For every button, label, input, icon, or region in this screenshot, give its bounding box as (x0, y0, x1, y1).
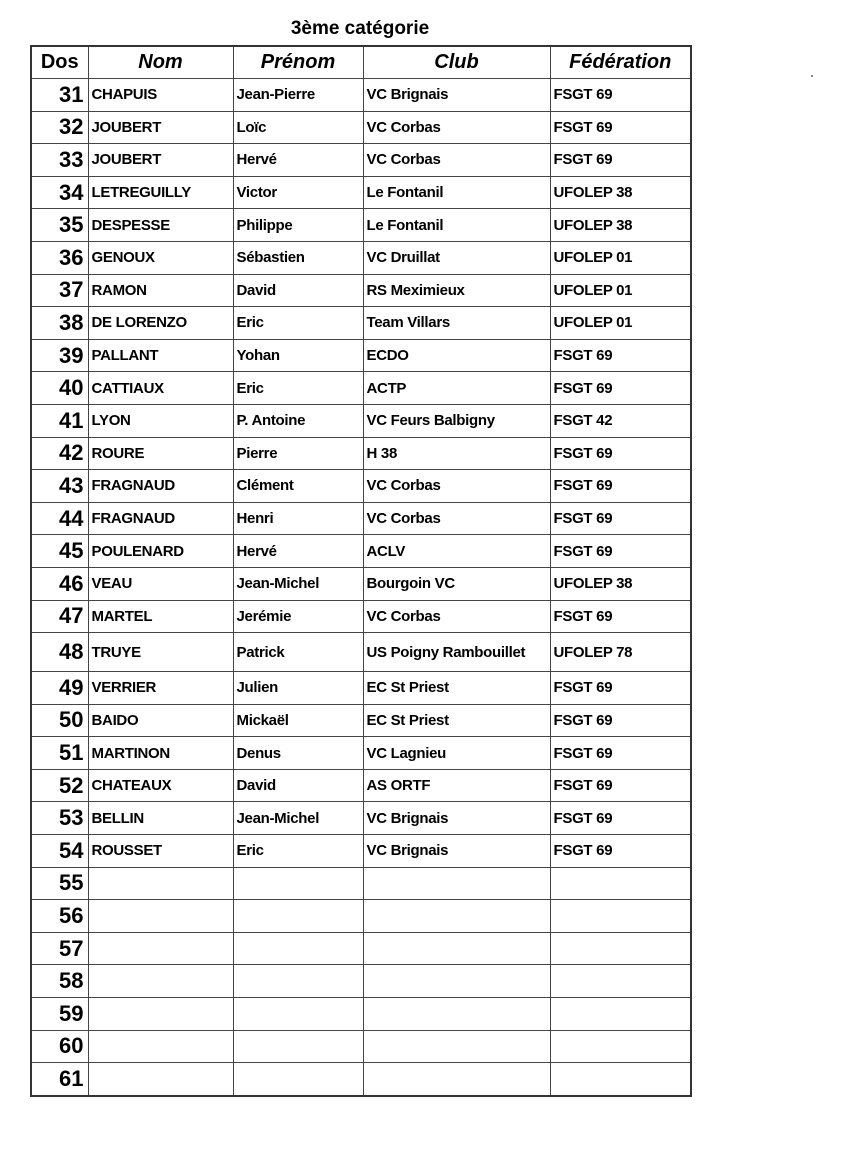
cell-federation: FSGT 69 (550, 470, 691, 503)
cell-federation (550, 998, 691, 1031)
cell-club: VC Druillat (363, 241, 550, 274)
table-row (31, 704, 691, 737)
cell-club: EC St Priest (363, 672, 550, 705)
cell-dos: 46 (31, 567, 88, 600)
cell-prenom (233, 867, 363, 900)
cell-dos: 50 (31, 704, 88, 737)
cell-federation: UFOLEP 01 (550, 274, 691, 307)
table-row (31, 176, 691, 209)
header-club: Club (363, 46, 550, 79)
table-row (31, 470, 691, 503)
cell-club (363, 1030, 550, 1063)
cell-nom: MARTEL (88, 600, 233, 633)
cell-federation (550, 932, 691, 965)
cell-federation: FSGT 69 (550, 769, 691, 802)
cell-dos: 51 (31, 737, 88, 770)
cell-club: VC Corbas (363, 502, 550, 535)
cell-prenom: P. Antoine (233, 404, 363, 437)
cell-prenom: Pierre (233, 437, 363, 470)
table-row (31, 769, 691, 802)
cell-prenom: Jean-Pierre (233, 79, 363, 112)
cell-nom: MARTINON (88, 737, 233, 770)
cell-prenom (233, 932, 363, 965)
cell-nom: LETREGUILLY (88, 176, 233, 209)
cell-nom: PALLANT (88, 339, 233, 372)
cell-nom: GENOUX (88, 241, 233, 274)
cell-federation: UFOLEP 38 (550, 567, 691, 600)
cell-dos: 60 (31, 1030, 88, 1063)
cell-club: VC Feurs Balbigny (363, 404, 550, 437)
cell-prenom (233, 998, 363, 1031)
cell-prenom: Clément (233, 470, 363, 503)
cell-dos: 31 (31, 79, 88, 112)
cell-dos: 33 (31, 144, 88, 177)
cell-club: VC Corbas (363, 600, 550, 633)
table-row (31, 1030, 691, 1063)
cell-federation: FSGT 69 (550, 502, 691, 535)
cell-nom: ROURE (88, 437, 233, 470)
cell-dos: 32 (31, 111, 88, 144)
header-nom: Nom (88, 46, 233, 79)
table-row (31, 307, 691, 340)
table-row (31, 932, 691, 965)
cell-federation: FSGT 69 (550, 802, 691, 835)
cell-federation: FSGT 69 (550, 372, 691, 405)
cell-club: VC Brignais (363, 79, 550, 112)
cell-nom: FRAGNAUD (88, 470, 233, 503)
scan-speck (811, 75, 813, 77)
cell-dos: 39 (31, 339, 88, 372)
cell-nom: LYON (88, 404, 233, 437)
cell-prenom: Hervé (233, 144, 363, 177)
cell-dos: 44 (31, 502, 88, 535)
table-row (31, 144, 691, 177)
cell-prenom: David (233, 769, 363, 802)
cell-dos: 43 (31, 470, 88, 503)
cell-club: RS Meximieux (363, 274, 550, 307)
cell-club (363, 900, 550, 933)
cell-dos: 34 (31, 176, 88, 209)
cell-dos: 48 (31, 633, 88, 672)
cell-club: US Poigny Rambouillet (363, 633, 550, 672)
cell-federation: FSGT 69 (550, 437, 691, 470)
cell-prenom: Victor (233, 176, 363, 209)
table-row (31, 437, 691, 470)
cell-federation: FSGT 69 (550, 600, 691, 633)
cell-prenom: Mickaël (233, 704, 363, 737)
table-row (31, 633, 691, 672)
cell-dos: 56 (31, 900, 88, 933)
cell-federation: UFOLEP 01 (550, 241, 691, 274)
roster-table (30, 45, 692, 1097)
cell-prenom: Patrick (233, 633, 363, 672)
cell-club: VC Corbas (363, 144, 550, 177)
cell-club (363, 965, 550, 998)
cell-nom (88, 900, 233, 933)
cell-prenom: Loïc (233, 111, 363, 144)
header-dos: Dos (31, 46, 88, 79)
cell-dos: 42 (31, 437, 88, 470)
cell-nom: BAIDO (88, 704, 233, 737)
cell-nom: BELLIN (88, 802, 233, 835)
cell-dos: 40 (31, 372, 88, 405)
cell-prenom (233, 1063, 363, 1096)
cell-nom (88, 1063, 233, 1096)
cell-dos: 47 (31, 600, 88, 633)
cell-prenom: Hervé (233, 535, 363, 568)
table-row (31, 1063, 691, 1096)
cell-nom: JOUBERT (88, 111, 233, 144)
cell-dos: 55 (31, 867, 88, 900)
table-row (31, 209, 691, 242)
cell-dos: 45 (31, 535, 88, 568)
cell-prenom: Julien (233, 672, 363, 705)
cell-nom (88, 998, 233, 1031)
cell-club: EC St Priest (363, 704, 550, 737)
cell-nom: CHAPUIS (88, 79, 233, 112)
cell-prenom: Jerémie (233, 600, 363, 633)
table-row (31, 672, 691, 705)
table-row (31, 111, 691, 144)
cell-club: Team Villars (363, 307, 550, 340)
table-row (31, 404, 691, 437)
cell-dos: 38 (31, 307, 88, 340)
cell-federation: FSGT 69 (550, 535, 691, 568)
cell-club: ECDO (363, 339, 550, 372)
table-row (31, 241, 691, 274)
cell-federation (550, 900, 691, 933)
cell-nom (88, 1030, 233, 1063)
cell-federation: FSGT 69 (550, 339, 691, 372)
cell-club: Le Fontanil (363, 176, 550, 209)
cell-nom (88, 965, 233, 998)
cell-federation: FSGT 69 (550, 111, 691, 144)
table-row (31, 802, 691, 835)
cell-prenom: Sébastien (233, 241, 363, 274)
cell-prenom (233, 965, 363, 998)
cell-prenom: Eric (233, 372, 363, 405)
cell-federation: UFOLEP 78 (550, 633, 691, 672)
table-row (31, 502, 691, 535)
table-row (31, 737, 691, 770)
cell-club: VC Lagnieu (363, 737, 550, 770)
cell-nom: JOUBERT (88, 144, 233, 177)
cell-nom: CATTIAUX (88, 372, 233, 405)
table-row (31, 79, 691, 112)
cell-federation: FSGT 69 (550, 737, 691, 770)
table-row (31, 274, 691, 307)
cell-dos: 41 (31, 404, 88, 437)
roster-body (31, 79, 691, 1096)
cell-federation: UFOLEP 38 (550, 176, 691, 209)
header-prenom: Prénom (233, 46, 363, 79)
cell-federation: FSGT 42 (550, 404, 691, 437)
cell-club: VC Brignais (363, 835, 550, 868)
table-row (31, 965, 691, 998)
cell-club (363, 932, 550, 965)
cell-dos: 54 (31, 835, 88, 868)
cell-club: VC Brignais (363, 802, 550, 835)
cell-club: H 38 (363, 437, 550, 470)
cell-nom: CHATEAUX (88, 769, 233, 802)
table-row (31, 600, 691, 633)
cell-federation: FSGT 69 (550, 144, 691, 177)
cell-nom: TRUYE (88, 633, 233, 672)
cell-club: Bourgoin VC (363, 567, 550, 600)
cell-prenom: Philippe (233, 209, 363, 242)
cell-club: VC Corbas (363, 111, 550, 144)
cell-prenom (233, 1030, 363, 1063)
cell-club: ACLV (363, 535, 550, 568)
cell-dos: 52 (31, 769, 88, 802)
cell-club: VC Corbas (363, 470, 550, 503)
cell-nom: DE LORENZO (88, 307, 233, 340)
cell-prenom (233, 900, 363, 933)
cell-federation: FSGT 69 (550, 704, 691, 737)
cell-prenom: Eric (233, 835, 363, 868)
cell-nom: VEAU (88, 567, 233, 600)
cell-nom: DESPESSE (88, 209, 233, 242)
table-row (31, 535, 691, 568)
cell-dos: 37 (31, 274, 88, 307)
cell-dos: 35 (31, 209, 88, 242)
cell-dos: 49 (31, 672, 88, 705)
cell-federation (550, 965, 691, 998)
cell-nom: FRAGNAUD (88, 502, 233, 535)
cell-federation: FSGT 69 (550, 835, 691, 868)
cell-federation (550, 1063, 691, 1096)
cell-dos: 61 (31, 1063, 88, 1096)
cell-federation: UFOLEP 38 (550, 209, 691, 242)
table-row (31, 900, 691, 933)
cell-nom: POULENARD (88, 535, 233, 568)
cell-prenom: Jean-Michel (233, 567, 363, 600)
cell-prenom: Yohan (233, 339, 363, 372)
cell-nom: VERRIER (88, 672, 233, 705)
cell-federation (550, 867, 691, 900)
cell-club (363, 998, 550, 1031)
cell-club (363, 1063, 550, 1096)
cell-federation (550, 1030, 691, 1063)
cell-federation: UFOLEP 01 (550, 307, 691, 340)
cell-dos: 53 (31, 802, 88, 835)
page-title: 3ème catégorie (290, 18, 430, 39)
cell-club (363, 867, 550, 900)
cell-prenom: Jean-Michel (233, 802, 363, 835)
table-row (31, 867, 691, 900)
cell-club: ACTP (363, 372, 550, 405)
cell-nom: RAMON (88, 274, 233, 307)
cell-club: Le Fontanil (363, 209, 550, 242)
cell-prenom: Eric (233, 307, 363, 340)
cell-prenom: David (233, 274, 363, 307)
table-row (31, 372, 691, 405)
table-row (31, 835, 691, 868)
table-row (31, 567, 691, 600)
cell-nom (88, 932, 233, 965)
cell-federation: FSGT 69 (550, 79, 691, 112)
cell-club: AS ORTF (363, 769, 550, 802)
cell-federation: FSGT 69 (550, 672, 691, 705)
cell-dos: 59 (31, 998, 88, 1031)
header-row (31, 46, 691, 79)
cell-prenom: Henri (233, 502, 363, 535)
cell-dos: 58 (31, 965, 88, 998)
cell-nom (88, 867, 233, 900)
table-row (31, 339, 691, 372)
cell-dos: 36 (31, 241, 88, 274)
header-federation: Fédération (550, 46, 691, 79)
cell-prenom: Denus (233, 737, 363, 770)
cell-dos: 57 (31, 932, 88, 965)
table-row (31, 998, 691, 1031)
cell-nom: ROUSSET (88, 835, 233, 868)
